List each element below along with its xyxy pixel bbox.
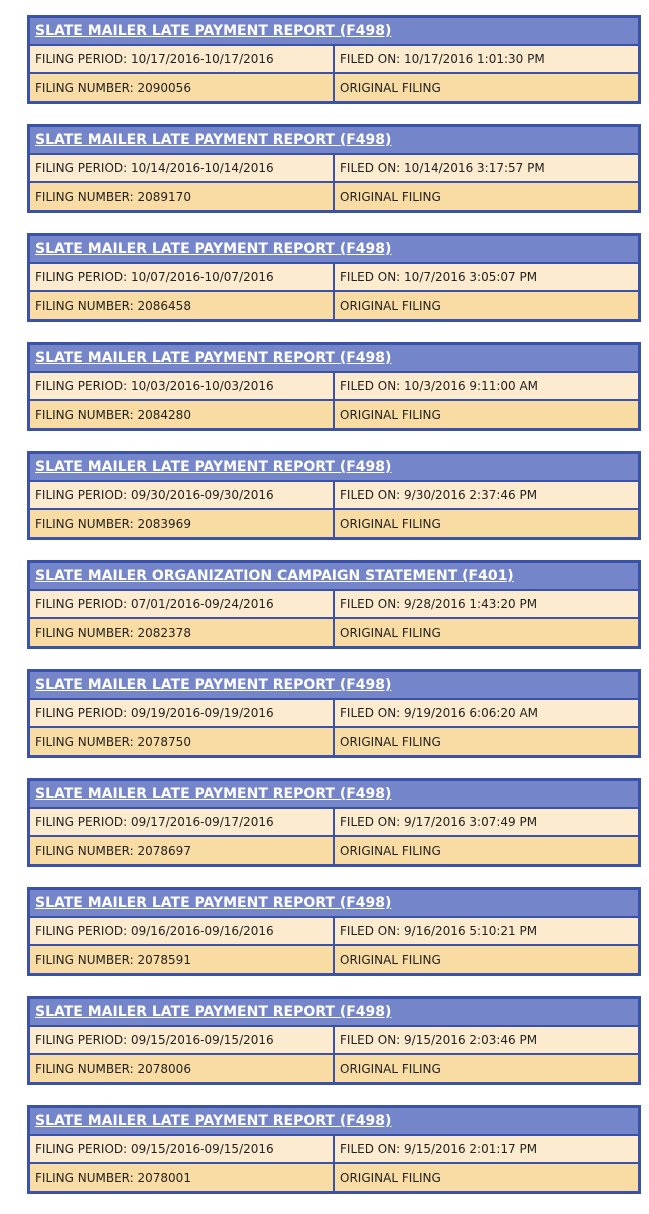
filing-title-link[interactable]: SLATE MAILER LATE PAYMENT REPORT (F498) [30, 999, 638, 1025]
filed-on: FILED ON: 9/16/2016 5:10:21 PM [335, 918, 638, 944]
filed-on: FILED ON: 9/17/2016 3:07:49 PM [335, 809, 638, 835]
filed-on: FILED ON: 9/30/2016 2:37:46 PM [335, 482, 638, 508]
filing-period: FILING PERIOD: 09/19/2016-09/19/2016 [30, 700, 333, 726]
filing-period: FILING PERIOD: 09/30/2016-09/30/2016 [30, 482, 333, 508]
filing-title-link[interactable]: SLATE MAILER LATE PAYMENT REPORT (F498) [30, 672, 638, 698]
filing-number: FILING NUMBER: 2084280 [30, 401, 333, 428]
filing-title-link[interactable]: SLATE MAILER LATE PAYMENT REPORT (F498) [30, 454, 638, 480]
filed-on: FILED ON: 9/19/2016 6:06:20 AM [335, 700, 638, 726]
filing-period: FILING PERIOD: 10/17/2016-10/17/2016 [30, 46, 333, 72]
filing-title-link[interactable]: SLATE MAILER LATE PAYMENT REPORT (F498) [30, 890, 638, 916]
filing-title-link[interactable]: SLATE MAILER LATE PAYMENT REPORT (F498) [30, 1108, 638, 1134]
filing-type: ORIGINAL FILING [335, 1055, 638, 1082]
filing-title-link[interactable]: SLATE MAILER LATE PAYMENT REPORT (F498) [30, 18, 638, 44]
filing-type: ORIGINAL FILING [335, 619, 638, 646]
filing-number: FILING NUMBER: 2090056 [30, 74, 333, 101]
filing-number: FILING NUMBER: 2078750 [30, 728, 333, 755]
filing-type: ORIGINAL FILING [335, 728, 638, 755]
filing-table [27, 560, 641, 649]
filing-period: FILING PERIOD: 10/14/2016-10/14/2016 [30, 155, 333, 181]
filing-number: FILING NUMBER: 2086458 [30, 292, 333, 319]
filed-on: FILED ON: 9/15/2016 2:01:17 PM [335, 1136, 638, 1162]
filed-on: FILED ON: 10/17/2016 1:01:30 PM [335, 46, 638, 72]
filing-type: ORIGINAL FILING [335, 946, 638, 973]
filing-type: ORIGINAL FILING [335, 292, 638, 319]
filing-type: ORIGINAL FILING [335, 1164, 638, 1191]
filing-title-link[interactable]: SLATE MAILER LATE PAYMENT REPORT (F498) [30, 781, 638, 807]
filing-table [27, 342, 641, 431]
filing-table [27, 996, 641, 1085]
filing-number: FILING NUMBER: 2078697 [30, 837, 333, 864]
filing-period: FILING PERIOD: 10/07/2016-10/07/2016 [30, 264, 333, 290]
filing-table [27, 669, 641, 758]
filing-number: FILING NUMBER: 2083969 [30, 510, 333, 537]
filing-title-link[interactable]: SLATE MAILER LATE PAYMENT REPORT (F498) [30, 127, 638, 153]
filing-type: ORIGINAL FILING [335, 401, 638, 428]
filing-table [27, 15, 641, 104]
filings-list [27, 15, 641, 1214]
filing-type: ORIGINAL FILING [335, 837, 638, 864]
filing-title-link[interactable]: SLATE MAILER LATE PAYMENT REPORT (F498) [30, 345, 638, 371]
filing-table [27, 233, 641, 322]
filing-number: FILING NUMBER: 2082378 [30, 619, 333, 646]
filed-on: FILED ON: 9/28/2016 1:43:20 PM [335, 591, 638, 617]
filing-period: FILING PERIOD: 09/15/2016-09/15/2016 [30, 1136, 333, 1162]
filed-on: FILED ON: 10/3/2016 9:11:00 AM [335, 373, 638, 399]
filing-type: ORIGINAL FILING [335, 510, 638, 537]
filing-title-link[interactable]: SLATE MAILER ORGANIZATION CAMPAIGN STATEMENT (F401) [30, 563, 638, 589]
filing-period: FILING PERIOD: 09/15/2016-09/15/2016 [30, 1027, 333, 1053]
filing-number: FILING NUMBER: 2089170 [30, 183, 333, 210]
filing-period: FILING PERIOD: 07/01/2016-09/24/2016 [30, 591, 333, 617]
filing-period: FILING PERIOD: 09/17/2016-09/17/2016 [30, 809, 333, 835]
filing-table [27, 887, 641, 976]
filing-title-link[interactable]: SLATE MAILER LATE PAYMENT REPORT (F498) [30, 236, 638, 262]
filing-table [27, 451, 641, 540]
filed-on: FILED ON: 10/7/2016 3:05:07 PM [335, 264, 638, 290]
filing-number: FILING NUMBER: 2078006 [30, 1055, 333, 1082]
filing-table [27, 778, 641, 867]
filing-number: FILING NUMBER: 2078591 [30, 946, 333, 973]
filing-type: ORIGINAL FILING [335, 183, 638, 210]
filing-table [27, 1105, 641, 1194]
filing-table [27, 124, 641, 213]
filing-number: FILING NUMBER: 2078001 [30, 1164, 333, 1191]
filed-on: FILED ON: 9/15/2016 2:03:46 PM [335, 1027, 638, 1053]
filing-period: FILING PERIOD: 10/03/2016-10/03/2016 [30, 373, 333, 399]
filed-on: FILED ON: 10/14/2016 3:17:57 PM [335, 155, 638, 181]
filing-type: ORIGINAL FILING [335, 74, 638, 101]
filing-period: FILING PERIOD: 09/16/2016-09/16/2016 [30, 918, 333, 944]
